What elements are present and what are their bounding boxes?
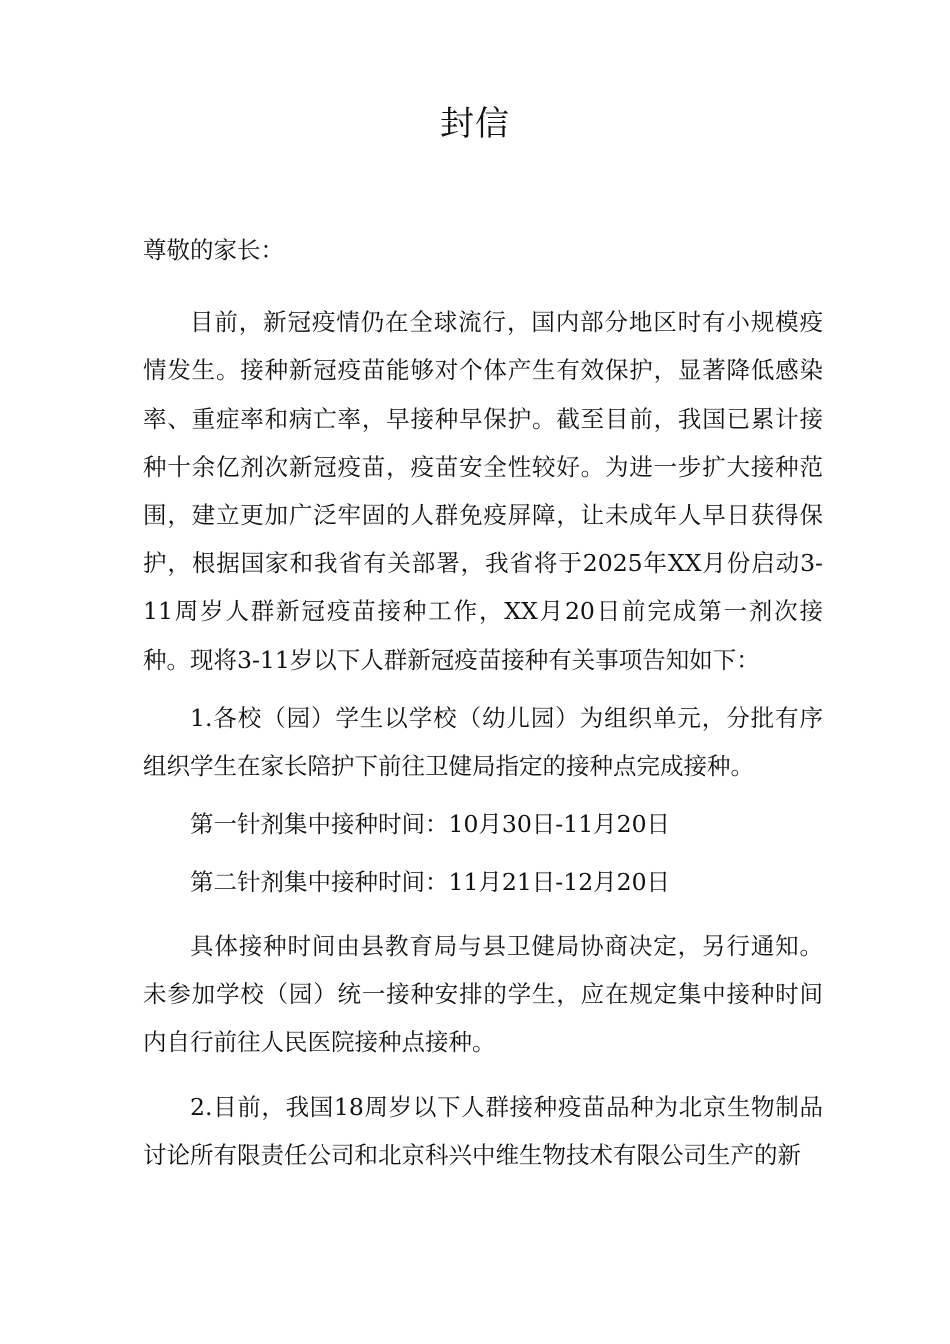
letter-title: 封信 <box>440 104 510 144</box>
paragraph-item-2: 2.目前，我国18周岁以下人群接种疫苗品种为北京生物制品讨论所有限责任公司和北京科兴中维生物技术有限公司生产的新 <box>143 1093 823 1170</box>
paragraph-item-1: 1.各校（园）学生以学校（幼儿园）为组织单元，分批有序组织学生在家长陪护下前往卫健局指定的接种点完成接种。 <box>143 703 823 781</box>
paragraph-first-dose-time: 第一针剂集中接种时间：10月30日-11月20日 <box>190 810 671 839</box>
paragraph-schedule-note: 具体接种时间由县教育局与县卫健局协商决定，另行通知。未参加学校（园）统一接种安排的学生，应在规定集中接种时间内自行前往人民医院接种点接种。 <box>143 931 823 1057</box>
salutation: 尊敬的家长： <box>143 236 284 264</box>
paragraph-second-dose-time: 第二针剂集中接种时间：11月21日-12月20日 <box>190 868 671 897</box>
paragraph-intro: 目前，新冠疫情仍在全球流行，国内部分地区时有小规模疫情发生。接种新冠疫苗能够对个体产生有效保护，显著降低感染率、重症率和病亡率，早接种早保护。截至目前，我国已累计接种十余亿剂次新冠疫苗，疫苗安全性较好。为进一步扩大接种范围，建立更加广泛牢固的人群免疫屏障，让未成年人早日获得保护，根据国家和我省有关部署，我省将于2025年XX月份启动3-11周岁人群新冠疫苗接种工作，XX月20日前完成第一剂次接种。现将3-11岁以下人群新冠疫苗接种有关事项告知如下： <box>143 308 823 674</box>
letter-body <box>143 226 823 1180</box>
